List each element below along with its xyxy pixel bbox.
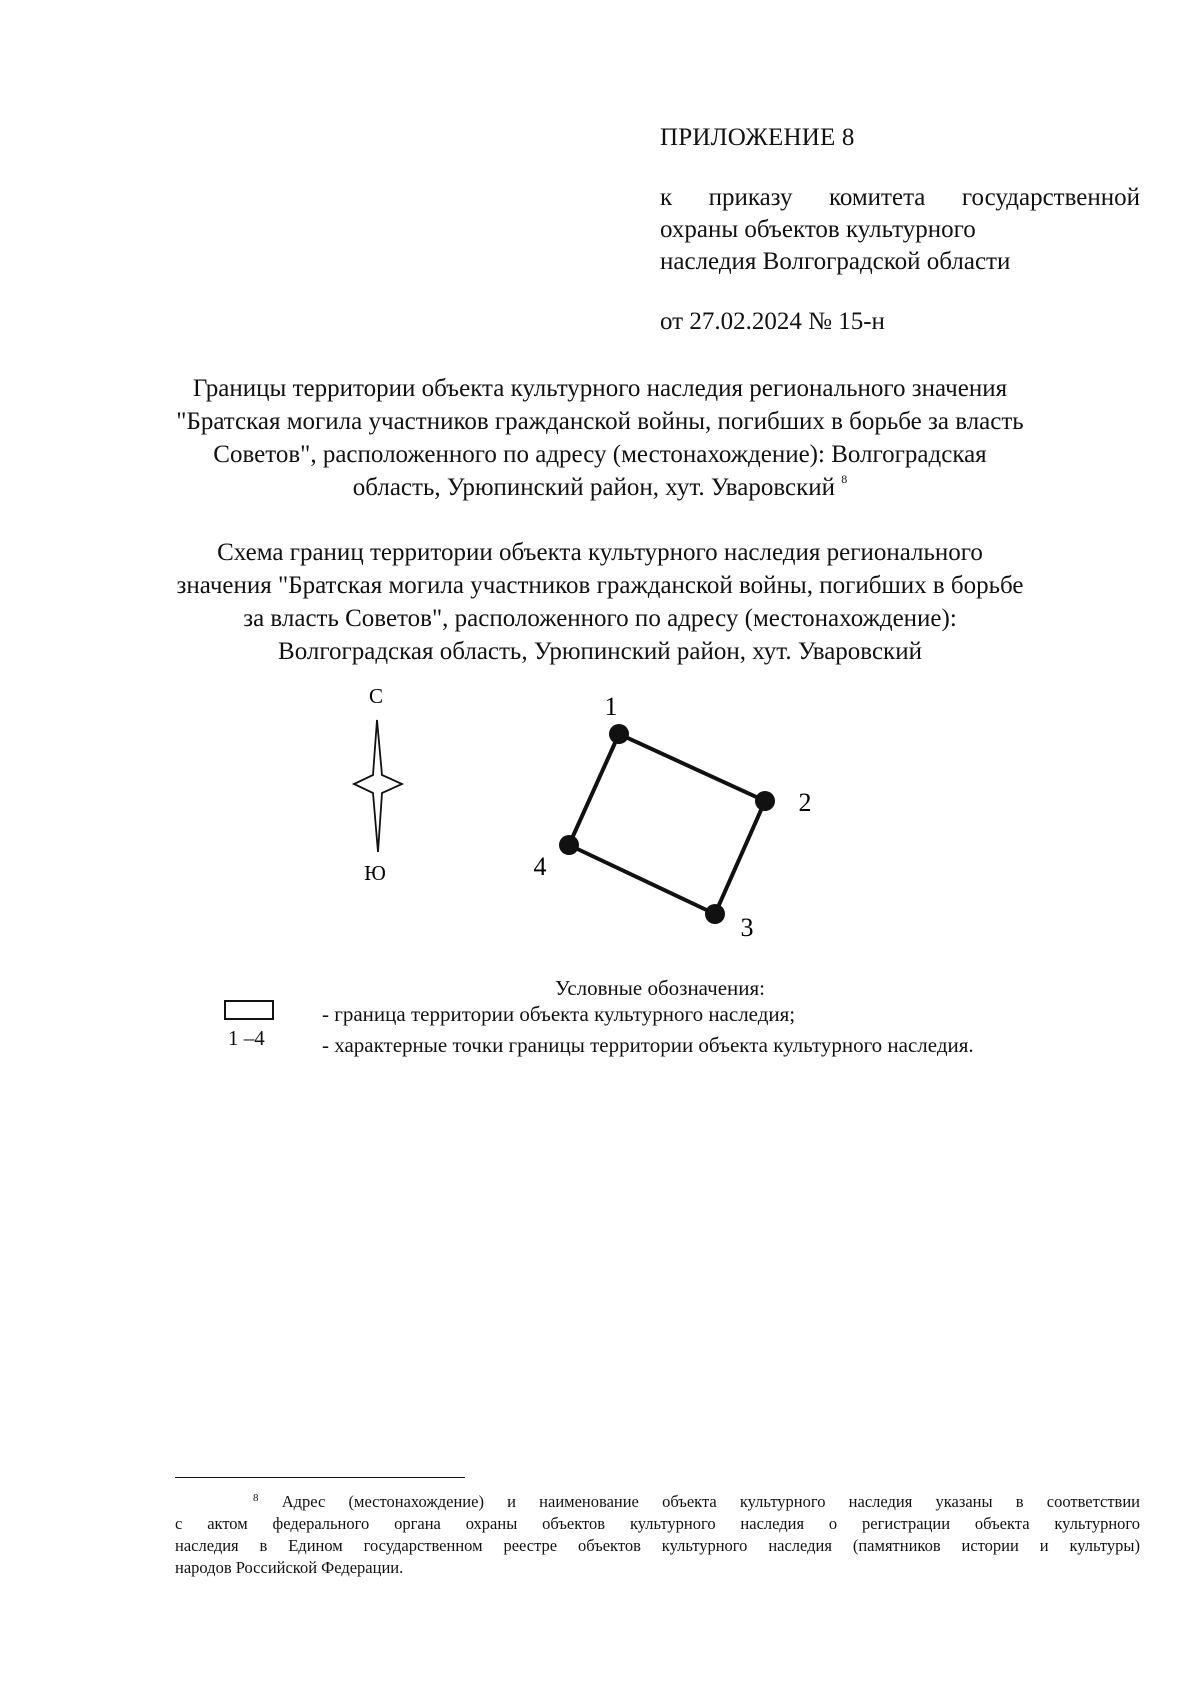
boundary-scheme <box>300 680 900 980</box>
appendix-header <box>660 122 1140 338</box>
scheme-title <box>160 536 1040 668</box>
legend-boundary-symbol <box>224 1000 274 1020</box>
compass-rose <box>354 684 402 885</box>
boundary-point-3 <box>705 904 725 924</box>
title-line: Советов", расположенного по адресу (местонахождение): Волгоградская <box>213 441 987 468</box>
footnote-line-first <box>175 1491 1140 1513</box>
territory-boundary-line <box>569 734 765 914</box>
footnote-reference: 8 <box>841 472 848 486</box>
scheme-title-line: значения "Братская могила участников гражданской войны, погибших в борьбе <box>176 572 1024 599</box>
footnote-line: с актом федерального органа охраны объектов культурного наследия о регистрации объекта культурного <box>175 1514 1140 1533</box>
scheme-title-line: Волгоградская область, Урюпинский район, хут. Уваровский <box>278 638 922 665</box>
boundary-point-4 <box>559 835 579 855</box>
appendix-date: от 27.02.2024 № 15-н <box>660 308 885 335</box>
footnote-mark: 8 <box>253 1492 259 1504</box>
compass-star-icon <box>354 720 402 852</box>
appendix-order-line: охраны объектов культурного <box>660 216 976 243</box>
scheme-title-line: за власть Советов", расположенного по адресу (местонахождение): <box>243 605 957 632</box>
legend-points-symbol: 1 –4 <box>228 1026 265 1050</box>
boundary-point-label: 3 <box>740 913 754 942</box>
boundary-point-2 <box>755 791 775 811</box>
appendix-order-reference <box>660 182 1140 278</box>
title-line: Границы территории объекта культурного наследия регионального значения <box>192 375 1008 402</box>
boundary-point-1 <box>609 724 629 744</box>
boundary-point-label: 4 <box>533 852 547 881</box>
footnote-separator <box>175 1477 465 1478</box>
appendix-order-line: к приказу комитета государственной <box>660 184 1140 211</box>
title-line-last <box>160 471 1040 504</box>
footnote <box>175 1491 1140 1579</box>
compass-south-label: Ю <box>364 861 386 885</box>
document-title <box>160 372 1040 504</box>
footnote-line: Адрес (местонахождение) и наименование объекта культурного наследия указаны в соответствии <box>281 1492 1141 1511</box>
footnote-line: наследия в Едином государственном реестре объектов культурного наследия (памятников истории и культуры) <box>175 1536 1140 1555</box>
boundary-point-label: 2 <box>798 788 812 817</box>
boundary-point-label: 1 <box>604 692 618 721</box>
legend-item-boundary: - граница территории объекта культурного наследия; <box>322 1002 796 1026</box>
legend-item-points: - характерные точки границы территории объекта культурного наследия. <box>322 1033 974 1057</box>
legend-heading: Условные обозначения: <box>554 976 766 1000</box>
appendix-title: ПРИЛОЖЕНИЕ 8 <box>660 124 855 151</box>
appendix-order-line: наследия Волгоградской области <box>660 248 1011 275</box>
scheme-title-line: Схема границ территории объекта культурного наследия регионального <box>217 539 983 566</box>
title-line: "Братская могила участников гражданской войны, погибших в борьбе за власть <box>176 408 1024 435</box>
footnote-line: народов Российской Федерации. <box>175 1558 404 1577</box>
boundary-polygon <box>534 692 812 942</box>
compass-north-label: С <box>368 684 384 708</box>
title-line: область, Урюпинский район, хут. Уваровский <box>352 474 835 501</box>
